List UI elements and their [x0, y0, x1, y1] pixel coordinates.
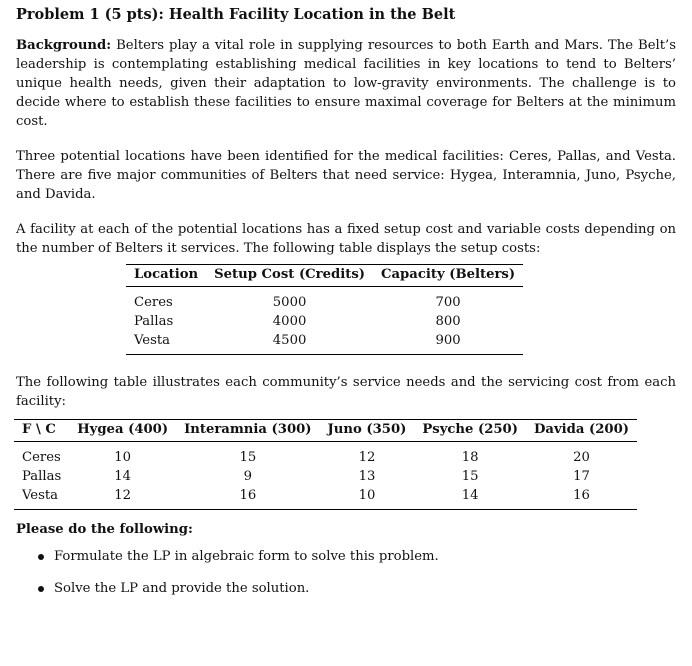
service-cell: 20	[573, 450, 590, 465]
setup-cell: 700	[435, 295, 461, 310]
setup-cell: Pallas	[134, 314, 174, 329]
problem-title: Problem 1 (5 pts): Health Facility Location in the Belt	[16, 6, 456, 23]
service-cell: 17	[573, 469, 590, 484]
setup-header-cost: Setup Cost (Credits)	[206, 265, 373, 287]
setup-cell: 800	[435, 314, 461, 329]
service-cell: 9	[243, 469, 253, 484]
setup-intro-paragraph: A facility at each of the potential locations has a fixed setup cost and variable costs depending on the number of Belters it services. The following table displays the setup costs:	[16, 222, 676, 256]
background-paragraph	[16, 36, 676, 131]
setup-cell: Ceres	[134, 295, 173, 310]
setup-cell: Vesta	[126, 331, 206, 355]
setup-cost-table-wrap	[126, 264, 676, 355]
table-row	[126, 331, 523, 355]
service-cell: Ceres	[22, 450, 61, 465]
bullet-icon	[38, 586, 44, 592]
service-cost-table-wrap	[14, 419, 676, 510]
tasks-heading: Please do the following:	[16, 522, 193, 537]
service-cell: Vesta	[14, 486, 69, 510]
service-table-header-row	[14, 420, 637, 442]
service-header-interamnia: Interamnia (300)	[176, 420, 319, 442]
list-item	[38, 579, 676, 598]
service-cell: 14	[414, 486, 526, 510]
table-row	[14, 442, 637, 468]
table-row	[126, 287, 523, 313]
service-cell: 12	[69, 486, 176, 510]
service-intro-paragraph: The following table illustrates each community’s service needs and the servicing cost from each facility:	[16, 375, 676, 409]
setup-table-header-row	[126, 265, 523, 287]
locations-paragraph: Three potential locations have been identified for the medical facilities: Ceres, Pallas, and Vesta. There are five major communities of Belters that need service: Hygea, Interamnia, Juno, Psyche, and Davida.	[16, 149, 676, 202]
task-text: Formulate the LP in algebraic form to solve this problem.	[54, 549, 439, 564]
setup-cell: 4500	[206, 331, 373, 355]
service-cell: 18	[461, 450, 479, 465]
service-header-davida: Davida (200)	[526, 420, 637, 442]
task-text: Solve the LP and provide the solution.	[54, 581, 310, 596]
tasks-list	[16, 547, 676, 598]
service-header-fc: F \ C	[14, 420, 69, 442]
setup-header-location: Location	[126, 265, 206, 287]
service-header-psyche: Psyche (250)	[414, 420, 526, 442]
table-row	[126, 312, 523, 331]
service-cell: 13	[358, 469, 376, 484]
service-cell: 14	[114, 469, 132, 484]
service-cost-table	[14, 419, 637, 510]
setup-cell: 5000	[272, 295, 307, 310]
service-header-juno: Juno (350)	[320, 420, 415, 442]
service-cell: Pallas	[22, 469, 62, 484]
service-cell: 10	[320, 486, 415, 510]
list-item	[38, 547, 676, 566]
service-cell: 12	[358, 450, 376, 465]
table-row	[14, 486, 637, 510]
setup-cell: 4000	[272, 314, 307, 329]
service-cell: 15	[461, 469, 479, 484]
setup-cell: 900	[373, 331, 523, 355]
service-cell: 15	[239, 450, 257, 465]
service-header-hygea: Hygea (400)	[69, 420, 176, 442]
bullet-icon	[38, 554, 44, 560]
service-cell: 16	[176, 486, 319, 510]
service-cell: 16	[526, 486, 637, 510]
setup-header-capacity: Capacity (Belters)	[373, 265, 523, 287]
setup-cost-table	[126, 264, 523, 355]
table-row	[14, 467, 637, 486]
service-cell: 10	[114, 450, 132, 465]
background-text: Belters play a vital role in supplying resources to both Earth and Mars. The Belt’s leadership is contemplating establishing medical facilities in key locations to tend to Belters’ unique health needs, given their adaptation to low-gravity environments. The challenge is to decide where to establish these facilities to ensure maximal coverage for Belters at the minimum cost.	[16, 38, 676, 129]
background-lead: Background:	[16, 38, 112, 53]
